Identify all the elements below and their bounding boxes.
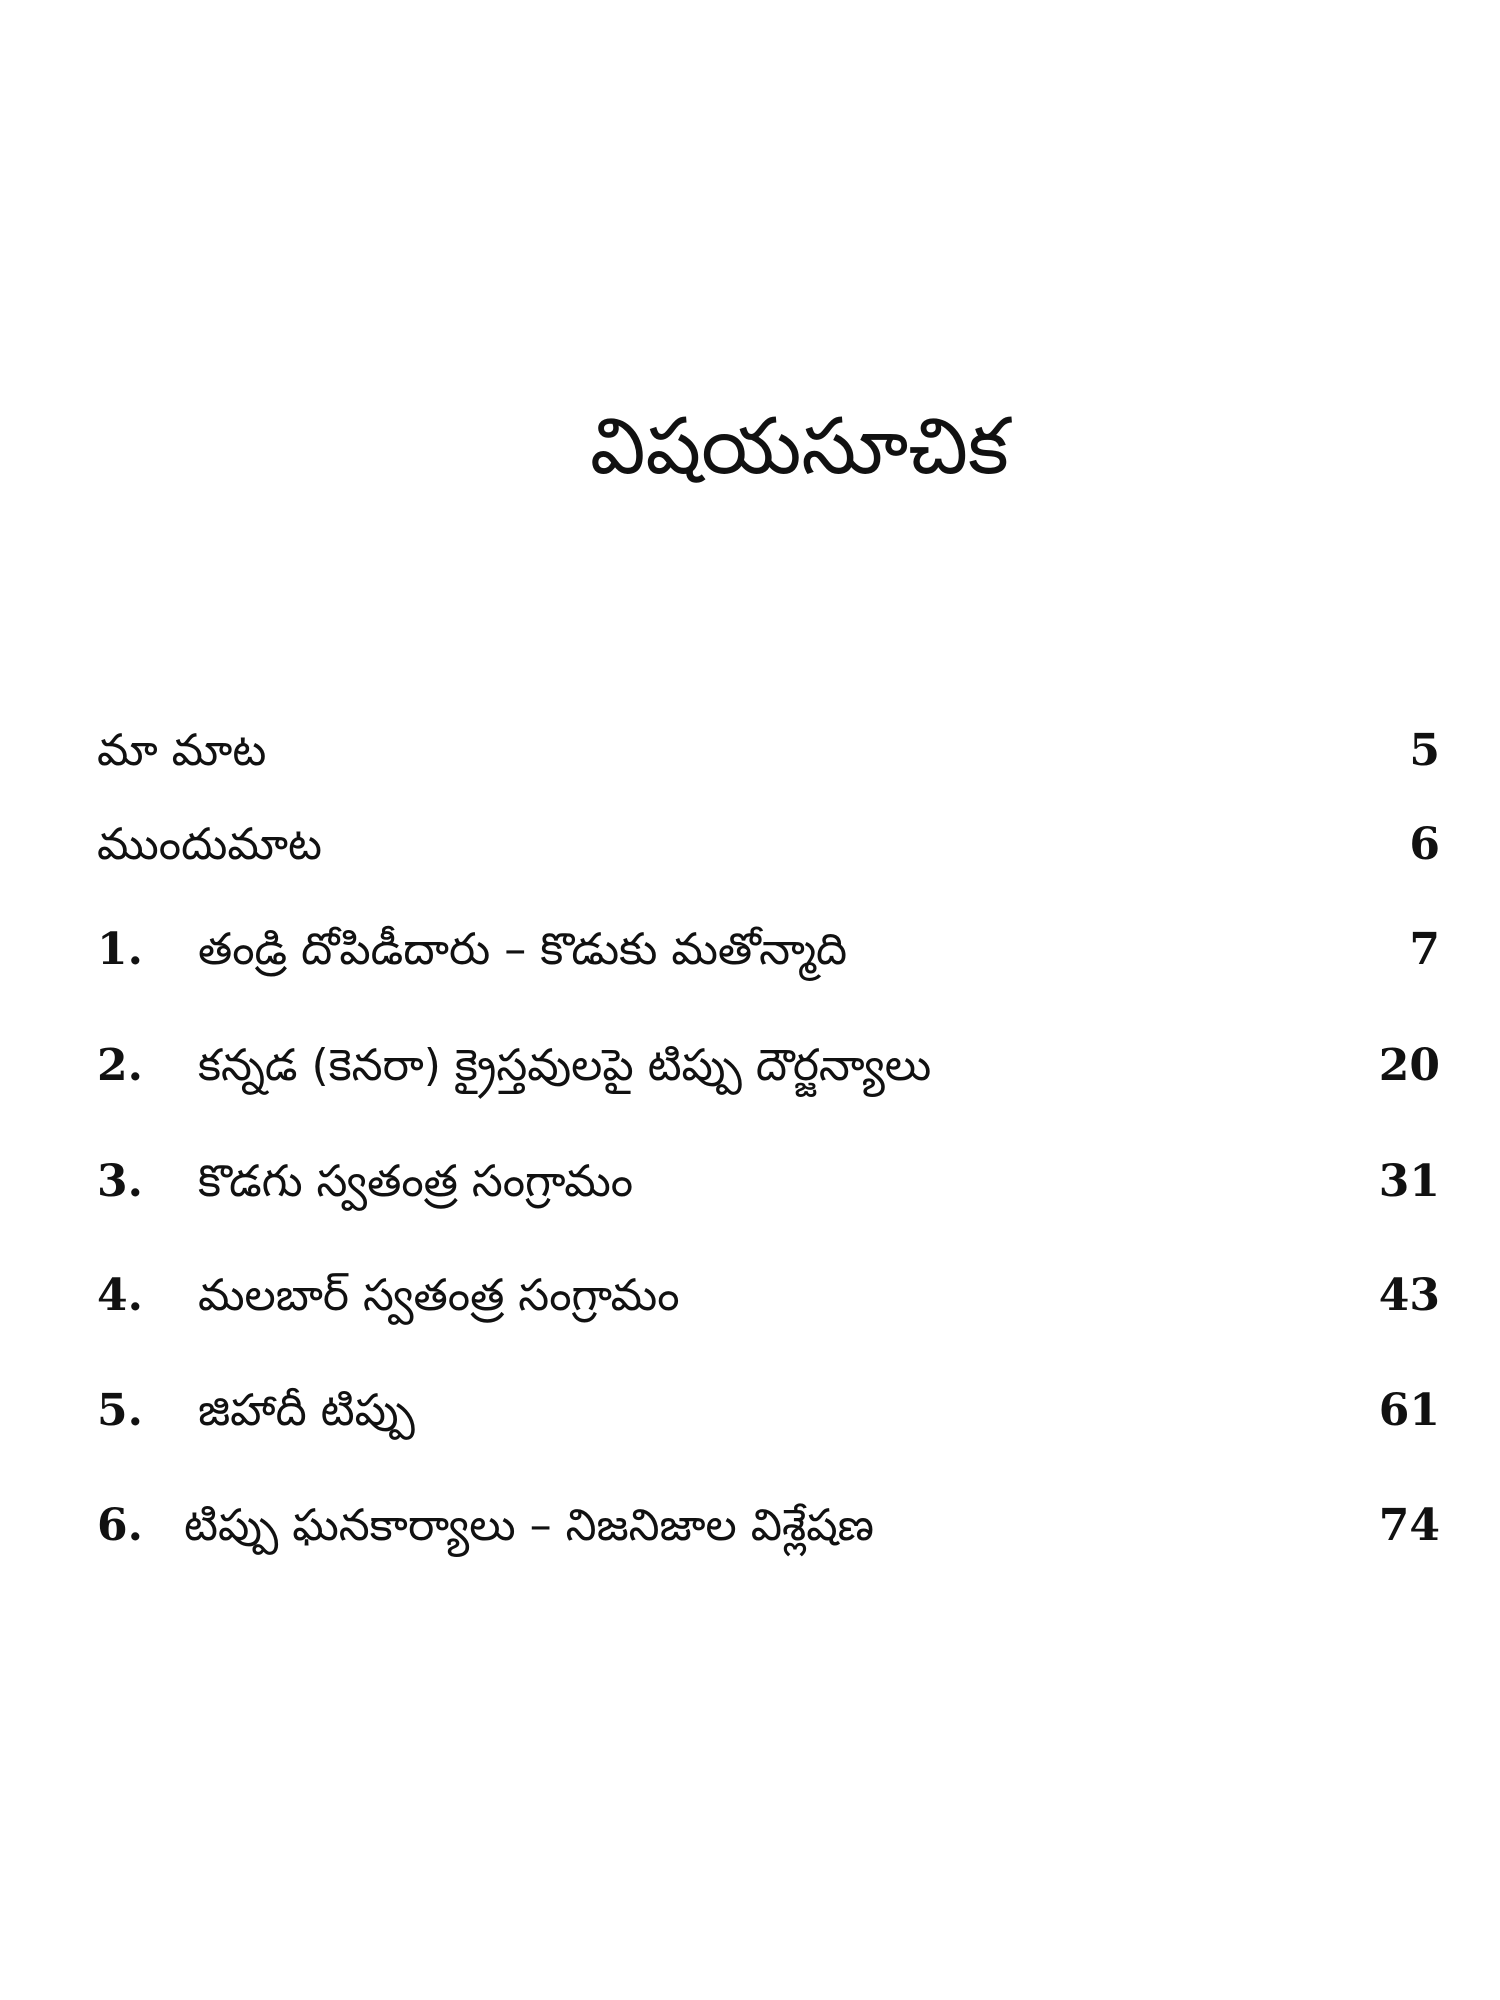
toc-entry-page-number: 6: [1409, 819, 1440, 870]
toc-entry: [0, 805, 1500, 885]
toc-entry-page-number: 5: [1409, 725, 1440, 776]
toc-entry: [0, 1142, 1500, 1222]
toc-entry-title: టిప్పు ఘనకార్యాలు – నిజనిజాల విశ్లేషణ: [184, 1500, 874, 1551]
toc-entry-title: మలబార్ స్వతంత్ర సంగ్రామం: [198, 1270, 680, 1321]
toc-entry-number: 1.: [97, 924, 143, 975]
toc-entry-title: కొడగు స్వతంత్ర సంగ్రామం: [198, 1156, 634, 1207]
toc-entry-number: 6.: [97, 1500, 143, 1551]
toc-entry: [0, 1371, 1500, 1451]
toc-entry-number: 5.: [97, 1385, 143, 1436]
toc-entry-title: మా మాట: [97, 725, 267, 776]
toc-entry: [0, 1256, 1500, 1336]
toc-entry: [0, 1026, 1500, 1106]
toc-entry-page-number: 74: [1378, 1500, 1440, 1551]
toc-entry-title: జిహాదీ టిప్పు: [198, 1385, 415, 1436]
toc-entry-page-number: 31: [1378, 1156, 1440, 1207]
toc-entry-number: 4.: [97, 1270, 143, 1321]
toc-entry-title: తండ్రి దోపిడీదారు – కొడుకు మతోన్మాది: [198, 924, 848, 975]
toc-entry-title: ముందుమాట: [97, 819, 323, 870]
toc-entry: [0, 910, 1500, 990]
toc-entry: [0, 711, 1500, 791]
toc-entry-page-number: 61: [1378, 1385, 1440, 1436]
toc-entry-number: 3.: [97, 1156, 143, 1207]
page-title: విషయసూచిక: [590, 402, 1009, 492]
toc-entry-number: 2.: [97, 1040, 143, 1091]
toc-entry-title: కన్నడ (కెనరా) క్రైస్తవులపై టిప్పు దౌర్జన్యాలు: [198, 1040, 932, 1091]
toc-entry-page-number: 7: [1409, 924, 1440, 975]
toc-entry-page-number: 20: [1378, 1040, 1440, 1091]
toc-entry: [0, 1486, 1500, 1566]
toc-entry-page-number: 43: [1378, 1270, 1440, 1321]
